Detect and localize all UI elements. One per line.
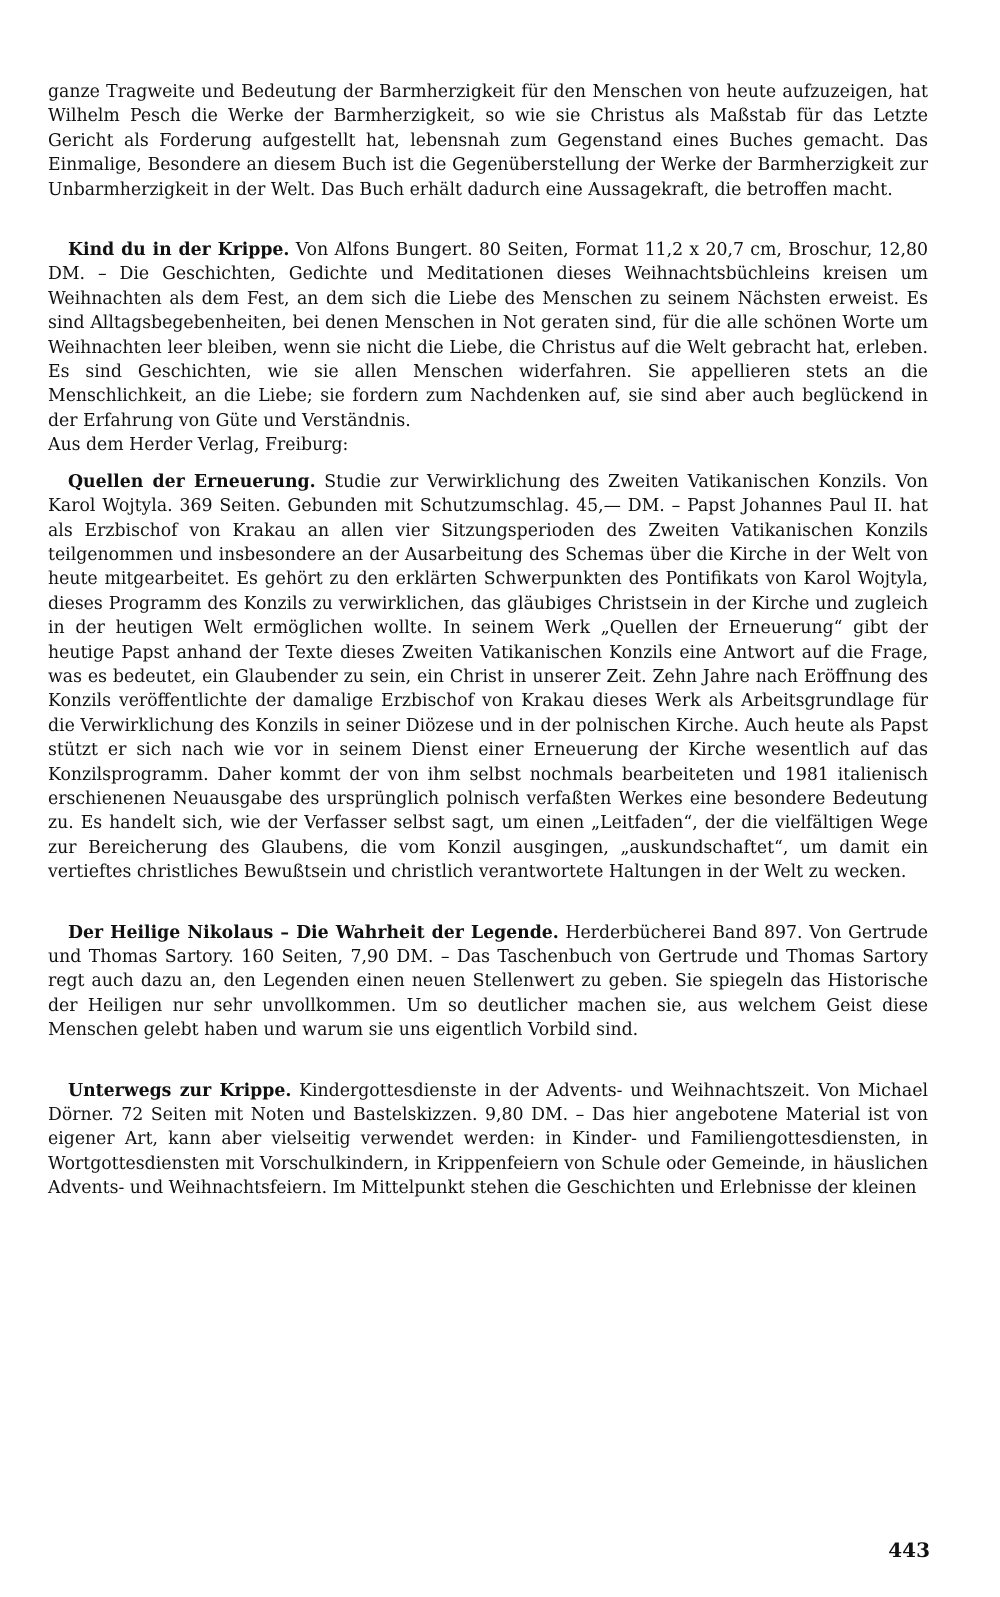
entry-body: Von Alfons Bungert. 80 Seiten, Format 11,2 x 20,7 cm, Broschur, 12,80 DM. – Die Geschichten, Gedichte und Meditationen dieses Weihnachtsbüchleins kreisen um Weihnachten als dem Fest, an dem sich die Liebe des Menschen zu seinem Nächsten erweist. Es sind Alltagsbegebenheiten, bei denen Menschen in Not geraten sind, für die alle schönen Worte um Weihnachten leer bleiben, wenn sie nicht die Liebe, die Christus auf die Welt gebracht hat, erleben. Es sind Geschichten, wie sie allen Menschen widerfahren. Sie appellieren stets an die Menschlichkeit, an die Liebe; sie fordern zum Nachdenken auf, sie sind aber auch beglückend in der Erfahrung von Güte und Verständnis. xyxy=(48,240,928,431)
review-entry xyxy=(48,921,928,1043)
intro-paragraph xyxy=(48,80,928,202)
publisher-heading: Aus dem Herder Verlag, Freiburg: xyxy=(48,435,349,456)
entry-body: Kindergottesdienste in der Advents- und Weihnachtszeit. Von Michael Dörner. 72 Seiten mit Noten und Bastelskizzen. 9,80 DM. – Das hier angebotene Material ist von eigener Art, kann aber vielseitig verwendet werden: in Kinder- und Familiengottesdiensten, in Wortgottesdiensten mit Vorschulkindern, in Krippenfeiern von Schule oder Gemeinde, in häuslichen Advents- und Weihnachtsfeiern. Im Mittelpunkt stehen die Geschichten und Erlebnisse der kleinen xyxy=(48,1080,928,1199)
review-entry xyxy=(48,470,928,885)
entry-title: Kind du in der Krippe. xyxy=(68,240,290,261)
entry-body: Studie zur Verwirklichung des Zweiten Vatikanischen Konzils. Von Karol Wojtyla. 369 Seiten. Gebunden mit Schutzumschlag. 45,— DM. – Papst Johannes Paul II. hat als Erzbischof von Krakau an allen vier Sitzungsperioden des Zweiten Vatikanischen Konzils teilgenommen und insbesondere an der Ausarbeitung des Schemas über die Kirche in der Welt von heute mitgearbeitet. Es gehört zu den erklärten Schwerpunkten des Pontifikats von Karol Wojtyla, dieses Programm des Konzils zu verwirklichen, das gläubiges Christsein in der Kirche und zugleich in der heutigen Welt ermöglichen wollte. In seinem Werk „Quellen der Erneuerung“ gibt der heutige Papst anhand der Texte dieses Zweiten Vatikanischen Konzils eine Antwort auf die Frage, was es bedeutet, ein Glaubender zu sein, ein Christ in unserer Zeit. Zehn Jahre nach Eröffnung des Konzils veröffentlichte der damalige Erzbischof von Krakau dieses Werk als Arbeitsgrundlage für die Verwirklichung des Konzils in seiner Diözese und in der polnischen Kirche. Auch heute als Papst stützt er sich nach wie vor in seinem Dienst einer Erneuerung der Kirche wesentlich auf das Konzilsprogramm. Daher kommt der von ihm selbst nochmals bearbeiteten und 1981 italienisch erschienenen Neuausgabe des ursprünglich polnisch verfaßten Werkes eine besondere Bedeutung zu. Es handelt sich, wie der Verfasser selbst sagt, um einen „Leitfaden“, der die vielfältigen Wege zur Bereicherung des Glaubens, die vom Konzil ausgingen, „auskundschaftet“, um damit ein vertieftes christliches Bewußtsein und christlich verantwortete Haltungen in der Welt zu wecken. xyxy=(48,471,928,883)
entry-title: Unterwegs zur Krippe. xyxy=(68,1080,292,1101)
page-number: 443 xyxy=(888,1538,930,1562)
entry-title: Quellen der Erneuerung. xyxy=(68,471,316,492)
review-entry xyxy=(48,1079,928,1201)
review-entry xyxy=(48,238,928,433)
page-content xyxy=(48,80,928,1201)
intro-text: ganze Tragweite und Bedeutung der Barmherzigkeit für den Menschen von heute aufzuzeigen, hat Wilhelm Pesch die Werke der Barmherzigkeit, so wie sie Christus als Maßstab für das Letzte Gericht als Forderung aufgestellt hat, lebensnah zum Gegenstand eines Buches gemacht. Das Einmalige, Besondere an diesem Buch ist die Gegenüberstellung der Werke der Barmherzigkeit zur Unbarmherzigkeit in der Welt. Das Buch erhält dadurch eine Aussagekraft, die betroffen macht. xyxy=(48,82,928,200)
entry-body: Herderbücherei Band 897. Von Gertrude und Thomas Sartory. 160 Seiten, 7,90 DM. – Das Taschenbuch von Gertrude und Thomas Sartory regt auch dazu an, den Legenden einen neuen Stellenwert zu geben. Sie spiegeln das Historische der Heiligen nur sehr unvollkommen. Um so deutlicher machen sie, aus welchem Geist diese Menschen gelebt haben und warum sie uns eigentlich Vorbild sind. xyxy=(48,922,929,1041)
entry-title: Der Heilige Nikolaus – Die Wahrheit der Legende. xyxy=(68,922,559,943)
